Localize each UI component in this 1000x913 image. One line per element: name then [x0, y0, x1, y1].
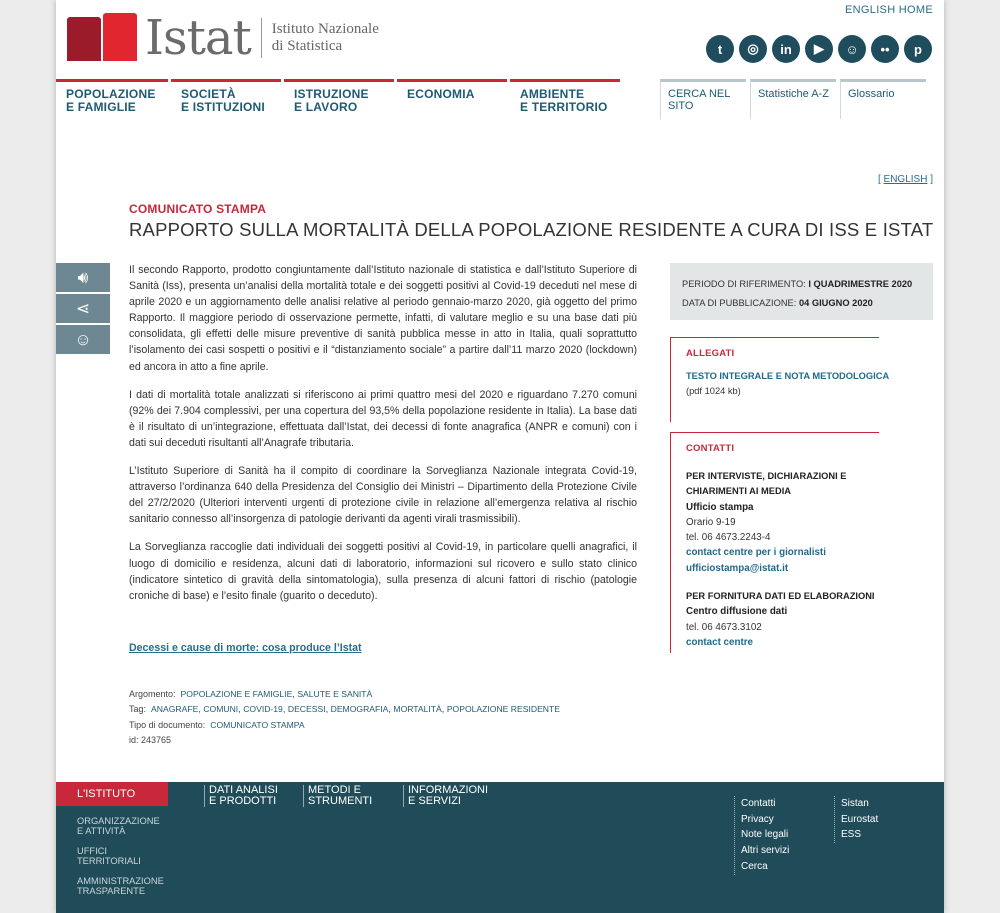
- page-title: RAPPORTO SULLA MORTALITÀ DELLA POPOLAZIONE RESIDENTE A CURA DI ISS E ISTAT: [129, 219, 934, 240]
- nav-label: E ISTITUZIONI: [181, 100, 265, 114]
- footer-col-label: DATI ANALISI: [209, 784, 278, 796]
- tipo-row: [129, 718, 560, 733]
- nav-label: SOCIETÀ: [181, 87, 236, 101]
- footer-istituto[interactable]: L'ISTITUTO: [56, 782, 168, 806]
- argomento-row: Argomento: POPOLAZIONE E FAMIGLIE, SALUTE E SANITÀ: [129, 689, 373, 699]
- logo-wordmark: Istat: [145, 10, 251, 66]
- instagram-icon[interactable]: ◎: [739, 35, 767, 63]
- tag-row: Tag: ANAGRAFE, COMUNI, COVID-19, DECESSI, DEMOGRAFIA, MORTALITÀ, POPOLAZIONE RESIDENTE: [129, 704, 560, 715]
- footer-col-label: E PRODOTTI: [209, 795, 277, 807]
- linkedin-icon[interactable]: in: [772, 35, 800, 63]
- paragraph: Il secondo Rapporto, prodotto congiuntamente dall’Istituto nazionale di statistica e dall’Istituto Superiore di Sanità (Iss), presenta un’analisi della mortalità totale e dei soggetti positivi al Covid-19 deceduti nel mese di aprile 2020 e un aggiornamento delle analisi relative al periodo gennaio-marzo 2020, già oggetto del primo Rapporto. Il maggiore periodo di osservazione permette, infatti, di valutare meglio e su una base dati più consolidata, gli effetti delle misure preventive di sanità pubblica messe in atto in Italia, quali soprattutto l’isolamento dei casi sospetti o positivi e il “distanziamento sociale” a partire dall’11 marzo 2020 (lockdown) ed ancora in atto a fine aprile.: [129, 264, 637, 373]
- data-value: 04 GIUGNO 2020: [798, 298, 873, 308]
- periodo-row: [682, 275, 933, 294]
- main-nav: [56, 79, 623, 119]
- data-row: [682, 294, 933, 313]
- nav-societa[interactable]: [171, 79, 281, 119]
- footer-sub-label: ORGANIZZAZIONE: [77, 816, 160, 826]
- footer-metodi[interactable]: [303, 785, 372, 807]
- bracket-open: [: [877, 174, 881, 185]
- allegato-link[interactable]: TESTO INTEGRALE E NOTA METODOLOGICA: [686, 371, 890, 381]
- id-row: [129, 733, 560, 748]
- pinterest-icon[interactable]: p: [904, 35, 932, 63]
- argomento-link[interactable]: SALUTE E SANITÀ: [297, 689, 373, 699]
- contact-centre-giornalisti-link[interactable]: contact centre per i giornalisti: [686, 547, 826, 559]
- footer-sub-label: TRASPARENTE: [77, 886, 146, 896]
- english-home-link[interactable]: ENGLISH HOME: [845, 4, 933, 16]
- social-links: [706, 35, 932, 63]
- footer-link-privacy[interactable]: Privacy: [741, 813, 774, 825]
- footer-link-note-legali[interactable]: Note legali: [741, 829, 789, 841]
- contact-tel: tel. 06 4673.2243-4: [686, 532, 771, 544]
- smile-icon[interactable]: ☺: [56, 325, 110, 354]
- logo-subtitle: [272, 21, 379, 55]
- tag-link[interactable]: MORTALITÀ: [393, 704, 442, 715]
- footer-link-altri-servizi[interactable]: Altri servizi: [741, 845, 790, 857]
- footer-sub-label: TERRITORIALI: [77, 856, 141, 866]
- footer-col-label: METODI E: [308, 784, 361, 796]
- footer-sub-label: UFFICI: [77, 846, 107, 856]
- footer-dati-analisi[interactable]: [204, 785, 278, 807]
- nav-economia[interactable]: [397, 79, 507, 119]
- contact-office: Ufficio stampa: [686, 501, 754, 513]
- nav-label: AMBIENTE: [520, 87, 585, 101]
- twitter-icon[interactable]: t: [706, 35, 734, 63]
- page: [56, 0, 944, 913]
- argomento-link[interactable]: POPOLAZIONE E FAMIGLIE: [180, 689, 293, 699]
- contatti-block: [686, 469, 875, 650]
- footer-links-2: [834, 796, 878, 843]
- ufficiostampa-email-link[interactable]: ufficiostampa@istat.it: [686, 562, 789, 574]
- contact-heading: PER FORNITURA DATI ED ELABORAZIONI: [686, 591, 875, 602]
- decessi-link[interactable]: Decessi e cause di morte: cosa produce l’Istat: [129, 642, 362, 654]
- reference-box: [670, 263, 933, 320]
- bracket-close: ]: [930, 174, 933, 185]
- argomento-label: Argomento:: [129, 689, 176, 699]
- footer-col-label: STRUMENTI: [308, 795, 373, 807]
- side-tools: [56, 263, 110, 356]
- footer-link-sistan[interactable]: Sistan: [841, 798, 869, 809]
- paragraph: L’Istituto Superiore di Sanità ha il compito di coordinare la Sorveglianza Nazionale integrata Covid-19, attraverso l’ordinanza 640 della Presidenza del Consiglio dei Ministri – Dipartimento della Protezione Civile del 27/2/2020 (Ulteriori interventi urgenti di protezione civile in relazione all’emergenza relativa al rischio sanitario connesso all’insorgenza di patologie derivanti da agenti virali trasmissibili).: [129, 465, 637, 526]
- footer-link-contatti[interactable]: Contatti: [741, 798, 776, 809]
- flickr-icon[interactable]: ••: [871, 35, 899, 63]
- nav-ambiente[interactable]: [510, 79, 620, 119]
- search-site-link[interactable]: CERCA NEL SITO: [660, 79, 746, 119]
- data-label: DATA DI PUBBLICAZIONE:: [682, 298, 797, 308]
- footer-informazioni[interactable]: [403, 785, 488, 807]
- article-kicker: COMUNICATO STAMPA: [129, 202, 267, 216]
- statistiche-az-link[interactable]: Statistiche A-Z: [750, 79, 836, 119]
- tag-link[interactable]: POPOLAZIONE RESIDENTE: [446, 704, 560, 715]
- footer-link-ess[interactable]: ESS: [841, 829, 862, 841]
- logo-mark-icon: [67, 13, 139, 63]
- id-value: 243765: [141, 735, 172, 746]
- nav-label: E LAVORO: [294, 100, 358, 114]
- istat-logo[interactable]: [67, 10, 379, 66]
- paragraph: La Sorveglianza raccoglie dati individuali dei soggetti positivi al Covid-19, in particolare quelli anagrafici, il luogo di domicilio e residenza, alcuni dati di laboratorio, informazioni sul ricovero e sullo stato clinico (indicatore sintetico di gravità della sintomatologia), sulla presenza di alcuni fattori di rischio (patologie croniche di base) e l’esito finale (guarito o deceduto).: [129, 541, 637, 602]
- contact-heading: CHIARIMENTI AI MEDIA: [686, 486, 792, 497]
- english-link-label[interactable]: ENGLISH: [883, 174, 928, 185]
- tag-label: Tag:: [129, 704, 147, 715]
- nav-istruzione[interactable]: [284, 79, 394, 119]
- contact-hours: Orario 9-19: [686, 516, 736, 528]
- speaker-icon[interactable]: 🔊︎: [56, 263, 110, 292]
- contact-office: Centro diffusione dati: [686, 606, 788, 618]
- nav-popolazione[interactable]: [56, 79, 168, 119]
- footer-link-eurostat[interactable]: Eurostat: [841, 813, 879, 825]
- english-version-link[interactable]: [878, 174, 933, 185]
- footer-sub-uffici[interactable]: [77, 846, 141, 866]
- youtube-icon[interactable]: ▶: [805, 35, 833, 63]
- allegato-size: (pdf 1024 kb): [686, 386, 741, 397]
- article-body: [129, 262, 637, 616]
- footer-sub-label: E ATTIVITÀ: [77, 826, 126, 836]
- utility-nav: [656, 79, 926, 119]
- footer: [56, 782, 944, 913]
- tag-link[interactable]: DECESSI: [287, 704, 326, 715]
- footer-sub-amministrazione[interactable]: [77, 876, 164, 896]
- nav-label: ECONOMIA: [407, 87, 475, 101]
- contatti-title: CONTATTI: [686, 443, 735, 454]
- footer-col-label: E SERVIZI: [408, 795, 461, 807]
- logo-sub-line2: di Statistica: [271, 38, 343, 54]
- tag-link[interactable]: ANAGRAFE: [151, 704, 199, 715]
- tipo-label: Tipo di documento:: [129, 719, 206, 730]
- footer-sub-organizzazione[interactable]: [77, 816, 160, 836]
- logo-separator: [261, 18, 262, 58]
- slideshare-icon[interactable]: ☺: [838, 35, 866, 63]
- article-meta: [129, 687, 560, 749]
- share-icon[interactable]: ⋖: [56, 294, 110, 323]
- allegato-block: [686, 369, 889, 400]
- periodo-value: I QUADRIMESTRE 2020: [808, 279, 913, 289]
- nav-label: ISTRUZIONE: [294, 87, 369, 101]
- nav-label: POPOLAZIONE: [66, 87, 156, 101]
- tag-link[interactable]: DEMOGRAFIA: [330, 704, 389, 715]
- footer-link-cerca[interactable]: Cerca: [741, 860, 768, 872]
- id-label: id:: [129, 735, 139, 746]
- contact-centre-link[interactable]: contact centre: [686, 636, 753, 648]
- allegati-title: ALLEGATI: [686, 348, 735, 359]
- glossario-link[interactable]: Glossario: [840, 79, 926, 119]
- footer-col-label: INFORMAZIONI: [408, 784, 489, 796]
- paragraph: I dati di mortalità totale analizzati si riferiscono ai primi quattro mesi del 2020 e riguardano 7.270 comuni (92% dei 7.904 complessivi, per una copertura del 93,5% della popolazione residente in Italia). La base dati è il risultato di un’integrazione, effettuata dall’Istat, dei decessi di fonte anagrafica (ANPR e comuni) con i dati sui deceduti risultanti all’Anagrafe tributaria.: [129, 388, 637, 449]
- contact-heading: PER INTERVISTE, DICHIARAZIONI E: [686, 471, 847, 481]
- periodo-label: PERIODO DI RIFERIMENTO:: [682, 279, 806, 289]
- footer-sub-label: AMMINISTRAZIONE: [77, 876, 164, 886]
- nav-label: E TERRITORIO: [520, 100, 608, 114]
- logo-sub-line1: Istituto Nazionale: [271, 21, 379, 37]
- contact-tel: tel. 06 4673.3102: [686, 621, 762, 633]
- footer-links-1: [734, 796, 789, 875]
- tipo-link[interactable]: COMUNICATO STAMPA: [210, 719, 305, 730]
- nav-label: E FAMIGLIE: [66, 100, 137, 114]
- tag-link[interactable]: COMUNI: [203, 704, 239, 715]
- tag-link[interactable]: COVID-19: [243, 704, 283, 715]
